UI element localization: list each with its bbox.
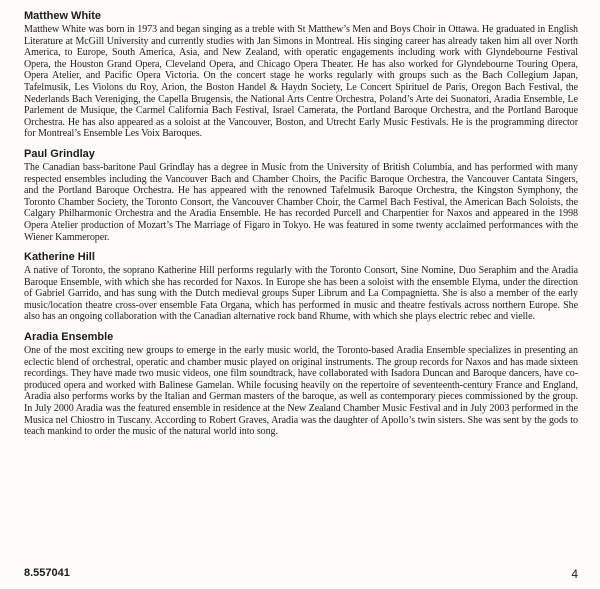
section-body: One of the most exciting new groups to emerge in the early music world, the Toronto-based Aradia Ensemble specializes in presenting an eclectic blend of orchestral, operatic and chamber music played on original instruments. The group records for Naxos and has made sixteen recordings. They have made two music videos, one film soundtrack, have collaborated with Isadora Duncan and Baroque dancers, have co-produced opera and worked with Balinese Gamelan. While focusing heavily on the repertoire of seventeenth-century France and England, Aradia also performs works by the Italian and German masters of the baroque, as well as contemporary pieces commissioned by the group. In July 2000 Aradia was the featured ensemble in residence at the New Zealand Chamber Music Festival and in July 2003 performed in the Musica nel Chiostro in Tuscany. According to Robert Graves, Aradia was the daughter of Apollo’s twin sisters. She was sent by the gods to teach mankind to order the music of the natural world into song. [24, 345, 578, 438]
section-heading: Matthew White [24, 10, 101, 22]
section-body: A native of Toronto, the soprano Katherine Hill performs regularly with the Toronto Consort, Sine Nomine, Duo Seraphim and the Aradia Baroque Ensemble, with which she has recorded for Naxos. In Europe she has been a soloist with the ensemble Elyma, under the direction of Gabriel Garrido, and has sung with the Dutch medieval groups Super Librum and La Compagnietta. She is also a member of the early music/location theatre cross-over ensemble Fata Organa, which has performed in music and theatre festivals across northern Europe. She also has an ongoing collaboration with the Canadian alternative rock band Rhume, with which she plays electric rebec and vielle. [24, 265, 578, 323]
section-body: Matthew White was born in 1973 and began singing as a treble with St Matthew’s Men and Boys Choir in Ottawa. He graduated in English Literature at McGill University and currently studies with Jan Simons in Montreal. His singing career has already taken him all over North America, to Europe, South America, Asia, and New Zealand, with operatic engagements including work with Glyndebourne Festival Opera, the Houston Grand Opera, Cleveland Opera, and Chicago Opera Theater. He has also worked for Glyndebourne Touring Opera, Opera Atelier, and Pacific Opera Victoria. On the concert stage he works regularly with groups such as the Bach Collegium Japan, Tafelmusik, Les Violons du Roy, Arion, the Boston Handel & Haydn Society, Le Concert Spirituel de Paris, Oregon Bach Festival, the Nederlands Bach Vereniging, the Capella Brugensis, the National Arts Centre Orchestra, Poland’s Arte dei Suonatori, Aradia Ensemble, Le Parlement de Musique, the Carmel California Bach Festival, Israel Camerata, the Portland Baroque Orchestra, and the Portland Baroque Orchestra. He has also appeared as a soloist at the Vancouver, Boston, and Utrecht Early Music Festivals. He is the programming director for Montreal’s Ensemble Les Voix Baroques. [24, 24, 578, 140]
catalog-number: 8.557041 [24, 567, 70, 579]
page-number: 4 [571, 567, 578, 581]
section-body: The Canadian bass-baritone Paul Grindlay has a degree in Music from the University of British Columbia, and has performed with many respected ensembles including the Vancouver Bach and Chamber Choirs, the Pacific Baroque Orchestra, the Vancouver Cantata Singers, and the Portland Baroque Orchestra. He has appeared with the renowned Tafelmusik Baroque Orchestra, the Kingston Symphony, the Toronto Chamber Society, the Toronto Consort, the Vancouver Chamber Choir, the Carmel Bach Festival, the American Bach Soloists, the Calgary Philharmonic Orchestra and the Aradia Ensemble. He has recorded Purcell and Charpentier for Naxos and appeared in the 1998 Opera Atelier production of Mozart’s The Marriage of Figaro in Tokyo. He was featured in some twenty acclaimed performances with the Wiener Kammeroper. [24, 161, 578, 243]
section-heading: Katherine Hill [24, 251, 95, 264]
section-matthew-white [24, 10, 578, 140]
section-katherine-hill [24, 251, 578, 323]
page-footer [24, 567, 578, 583]
section-heading: Paul Grindlay [24, 147, 95, 160]
section-aradia-ensemble [24, 331, 578, 438]
section-heading: Aradia Ensemble [24, 331, 114, 344]
section-paul-grindlay [24, 148, 578, 243]
